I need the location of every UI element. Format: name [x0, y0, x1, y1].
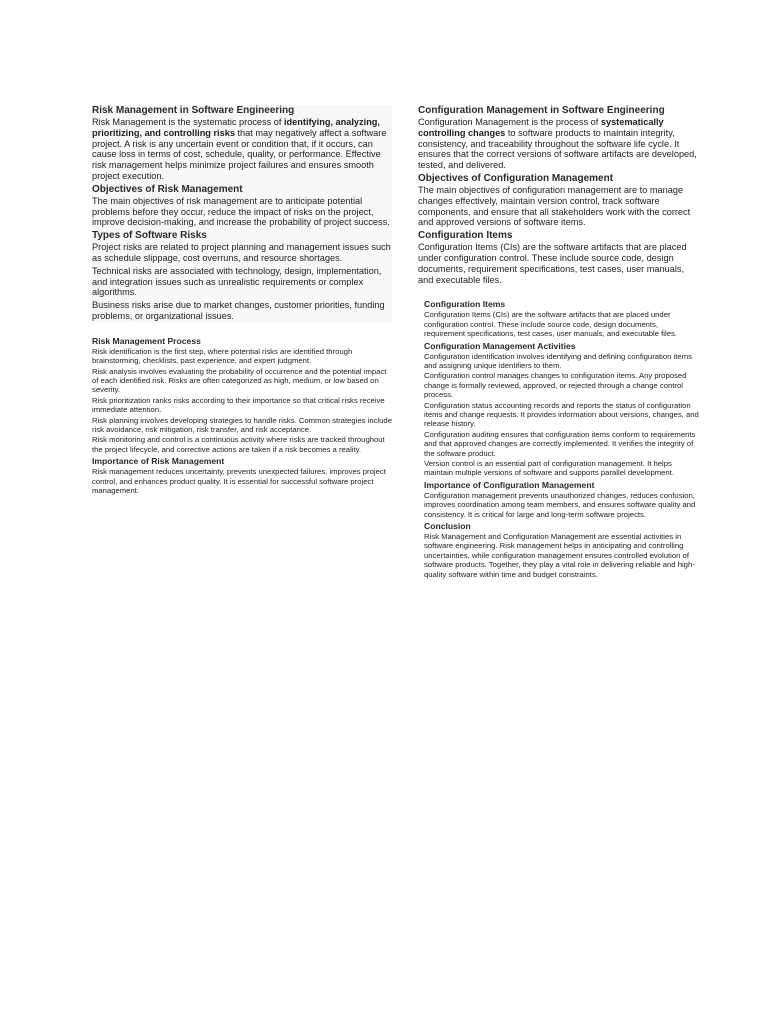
risk-intro [92, 117, 392, 182]
risk-process-block [92, 336, 392, 496]
risk-objectives-text: The main objectives of risk management are to anticipate potential problems before they occur, reduce the impact of risks on the project, improve decision-making, and increase the probability of project success. [92, 195, 390, 228]
config-intro [418, 117, 701, 171]
risk-types-title: Types of Software Risks [92, 230, 207, 242]
risk-process-item: Risk monitoring and control is a continuous activity where risks are tracked throughout the project lifecycle, and corrective actions are taken if a risk becomes a reality. [92, 435, 385, 454]
risk-title: Risk Management in Software Engineering [92, 105, 295, 116]
config-items-title: Configuration Items [418, 230, 513, 242]
config-importance-title: Importance of Configuration Management [424, 479, 595, 490]
conclusion-text: Risk Management and Configuration Management are essential activities in software engineering. Risk management helps in anticipating and controlling uncertainties, while configuration management ensures controlled evolution of software products. Together, they play a vital role in delivering reliable and high-quality software within time and budget constraints. [424, 532, 695, 579]
risk-process-item: Risk analysis involves evaluating the probability of occurrence and the potential impact of each identified risk. Risks are often categorized as high, medium, or low based on severity. [92, 366, 387, 395]
risk-process-title: Risk Management Process [92, 335, 201, 346]
risk-objectives-title: Objectives of Risk Management [92, 183, 243, 195]
config-items-text: Configuration Items (CIs) are the software artifacts that are placed under configuration control. These include source code, design documents, requirement specifications, test cases, user manuals, and executable files. [418, 242, 687, 285]
risk-intro-post: that may negatively affect a software project. A risk is any uncertain event or condition that, if it occurs, can cause loss in terms of cost, schedule, quality, or performance. Effective risk management helps minimize project failures and ensures smooth project execution. [92, 127, 387, 181]
config-objectives-text: The main objectives of configuration management are to manage changes effectively, maintain version control, track software components, and ensure that all stakeholders work with the correct and approved versions of software items. [418, 184, 691, 228]
config-objectives-title: Objectives of Configuration Management [418, 172, 614, 184]
risk-process-item: Risk prioritization ranks risks according to their importance so that critical risks receive immediate attention. [92, 395, 385, 415]
risk-intro-pre: Risk Management is the systematic process of [92, 117, 284, 127]
config-intro-post: to software products to maintain integrity, consistency, and traceability throughout the software life cycle. It ensures that the correct versions of software artifacts are developed, tested, and delivered. [418, 127, 697, 171]
config-activities-title: Configuration Management Activities [424, 340, 576, 351]
risk-importance-text: Risk management reduces uncertainty, prevents unexpected failures, improves project control, and enhances product quality. It is essential for successful software project management. [92, 467, 386, 496]
config-column [418, 105, 701, 580]
config-items-text-2: Configuration Items (CIs) are the software artifacts that are placed under configuration control. These include source code, design documents, requirement specifications, test cases, user manuals, and executable files. [424, 310, 677, 339]
conclusion-title: Conclusion [424, 521, 471, 532]
risk-overview-block [92, 105, 392, 322]
risk-types-business: Business risks arise due to market changes, customer priorities, funding problems, or organizational issues. [92, 300, 385, 321]
risk-intro-bold: identifying, analyzing, prioritizing, and controlling risks [92, 117, 380, 138]
config-title: Configuration Management in Software Engineering [418, 105, 665, 116]
risk-process-item: Risk planning involves developing strategies to handle risks. Common strategies include risk avoidance, risk mitigation, risk transfer, and risk acceptance. [92, 415, 392, 434]
risk-types-project: Project risks are related to project planning and management issues such as schedule slippage, cost overruns, and resource shortages. [92, 242, 391, 263]
config-activity-item: Version control is an essential part of configuration management. It helps maintain multiple versions of software and supports parallel development. [424, 459, 674, 478]
config-overview-block [418, 105, 701, 285]
risk-process-item: Risk identification is the first step, where potential risks are identified through brainstorming, checklists, past experience, and expert judgment. [92, 346, 353, 366]
config-intro-pre: Configuration Management is the process of [418, 117, 601, 127]
risk-types-technical: Technical risks are associated with technology, design, implementation, and integration issues such as unrealistic requirements or complex algorithms. [92, 265, 382, 298]
config-activity-item: Configuration status accounting records and reports the status of configuration items and change requests. It provides information about versions, changes, and release history. [424, 400, 699, 429]
config-activity-item: Configuration auditing ensures that configuration items conform to requirements and that approved changes are correctly implemented. It verifies the integrity of the software product. [424, 429, 696, 458]
risk-column [92, 105, 392, 496]
config-importance-text: Configuration management prevents unauthorized changes, reduces confusion, improves coordination among team members, and ensures software quality and consistency. It is critical for large and long-term software projects. [424, 490, 696, 519]
config-intro-bold: systematically controlling changes [418, 117, 664, 138]
config-activity-item: Configuration identification involves identifying and defining configuration items and assigning unique identifiers to them. [424, 351, 692, 370]
config-items-title-2: Configuration Items [424, 299, 506, 310]
config-details-block [418, 299, 701, 579]
config-activity-item: Configuration control manages changes to configuration items. Any proposed change is formally reviewed, approved, or rejected through a change control process. [424, 371, 687, 400]
risk-importance-title: Importance of Risk Management [92, 456, 225, 467]
